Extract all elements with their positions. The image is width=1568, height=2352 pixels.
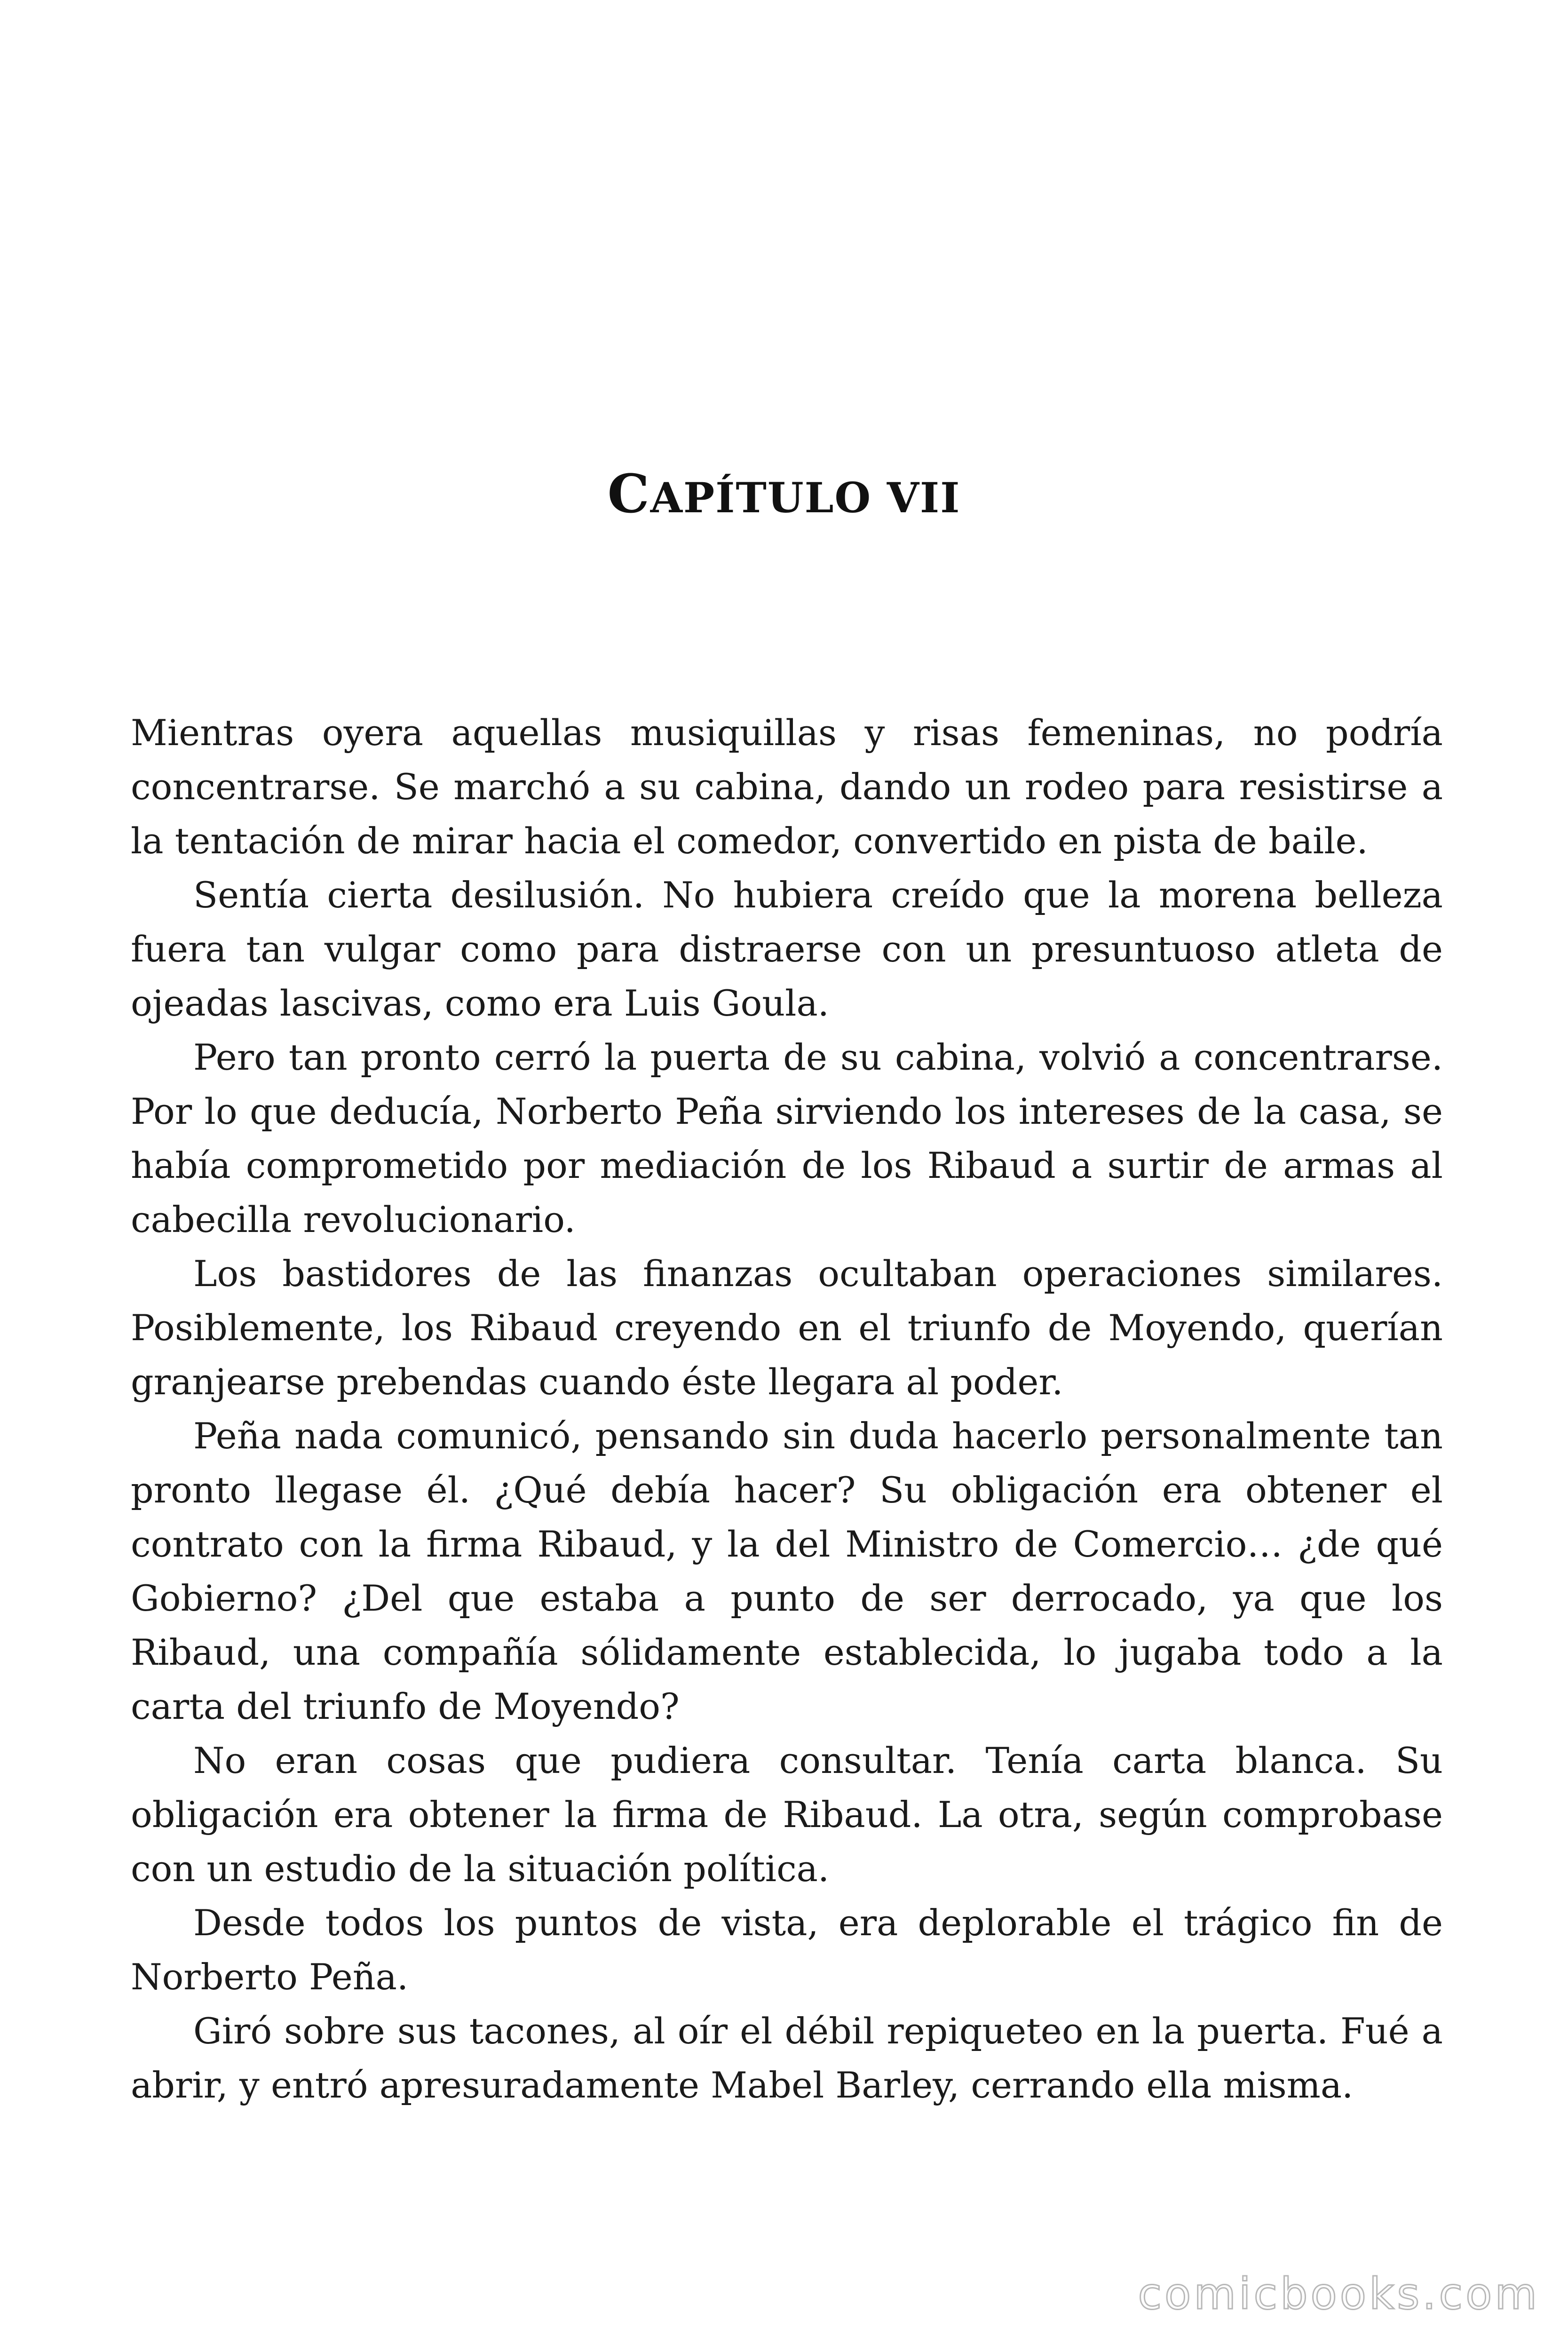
chapter-title-initial: C bbox=[607, 463, 650, 525]
chapter-title-rest: APÍTULO VII bbox=[650, 473, 961, 522]
paragraph: Mientras oyera aquellas musiquillas y risas femeninas, no podría concentrarse. Se marchó a su cabina, dando un rodeo para resistirse a la tentación de mirar hacia el comedor, convertido en pista de baile. bbox=[131, 712, 1443, 862]
paragraph: Los bastidores de las finanzas ocultaban operaciones similares. Posiblemente, los Ribaud creyendo en el triunfo de Moyendo, querían granjearse prebendas cuando éste llegara al poder. bbox=[131, 1253, 1443, 1403]
chapter-title bbox=[0, 463, 1568, 525]
paragraph: Desde todos los puntos de vista, era deplorable el trágico fin de Norberto Peña. bbox=[131, 1902, 1443, 1998]
watermark-text: comicbooks.com bbox=[1138, 2269, 1540, 2319]
paragraph: Pero tan pronto cerró la puerta de su cabina, volvió a concentrarse. Por lo que deducía, Norberto Peña sirviendo los intereses de la casa, se había comprometido por mediación de los Ribaud a surtir de armas al cabecilla revolucionario. bbox=[131, 1036, 1443, 1240]
paragraph: Giró sobre sus tacones, al oír el débil repiqueteo en la puerta. Fué a abrir, y entró apresuradamente Mabel Barley, cerrando ella misma. bbox=[131, 2010, 1443, 2106]
chapter-body bbox=[131, 706, 1443, 2112]
paragraph: No eran cosas que pudiera consultar. Tenía carta blanca. Su obligación era obtener la firma de Ribaud. La otra, según comprobase con un estudio de la situación política. bbox=[131, 1740, 1443, 1890]
paragraph: Sentía cierta desilusión. No hubiera creído que la morena belleza fuera tan vulgar como para distraerse con un presuntuoso atleta de ojeadas lascivas, como era Luis Goula. bbox=[131, 874, 1443, 1024]
paragraph: Peña nada comunicó, pensando sin duda hacerlo personalmente tan pronto llegase él. ¿Qué debía hacer? Su obligación era obtener el contrato con la firma Ribaud, y la del Ministro de Comercio… ¿de qué Gobierno? ¿Del que estaba a punto de ser derrocado, ya que los Ribaud, una compañía sólidamente establecida, lo jugaba todo a la carta del triunfo de Moyendo? bbox=[131, 1415, 1443, 1727]
